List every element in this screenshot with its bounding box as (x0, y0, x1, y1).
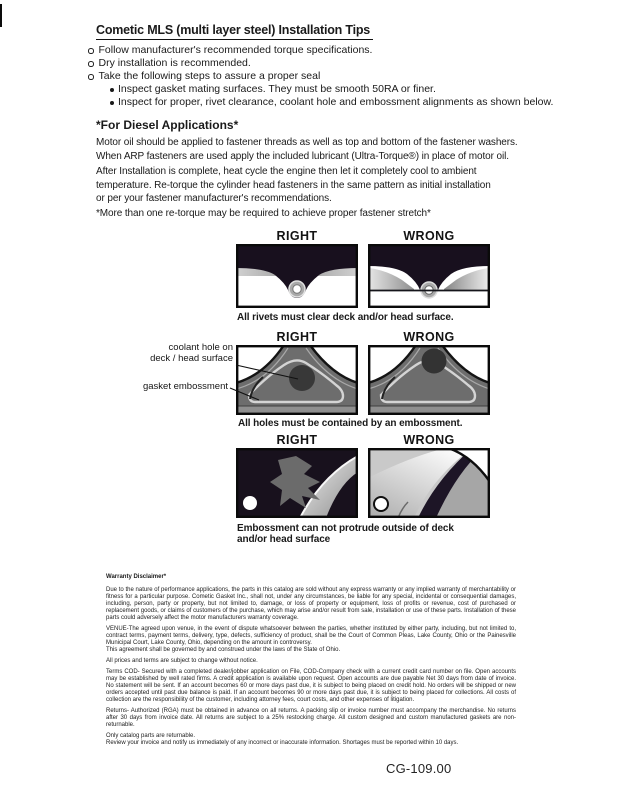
tip-text: Take the following steps to assure a proper seal (98, 70, 321, 82)
diesel-paragraph-2 (96, 165, 491, 206)
paragraph-line: temperature. Re-torque the cylinder head fasteners in the same pattern as initial installation (96, 179, 491, 191)
embossment-wrong-diagram (368, 448, 490, 518)
list-subitem (110, 96, 553, 109)
review-invoice-line: Review your invoice and notify us immediately of any incorrect or inaccurate information. Shortages must be reported within 10 days. (106, 740, 459, 746)
installation-tips-list (88, 44, 553, 109)
list-subitem (110, 83, 553, 96)
callout-line: coolant hole on (168, 342, 233, 353)
right-label: RIGHT (276, 229, 318, 243)
warranty-disclaimer-heading: Warranty Disclaimer* (106, 574, 167, 580)
callout-line: gasket embossment (142, 381, 228, 392)
warranty-paragraph: Due to the nature of performance applications, the parts in this catalog are sold without any express warranty or any implied warranty of merchantability or fitness for a particular purpose. Cometic Gasket Inc., shall not, under any circumstances, be liable for any special, incidental or consequential damages, including, person, party or property, but not limited to, damage, or loss of property or equipment, loss of profits or revenue, cost of purchased or replacement goods, or claims of customers of the purchase, which may arise and/or result from sale, installation or use of these parts. Installation of these parts could adversely affect the motor manufacturers warranty coverage. (106, 587, 516, 621)
governing-law-line: This agreement shall be governed by and construed under the laws of the State of Ohio. (106, 647, 341, 653)
list-item (88, 57, 553, 70)
caption-line: and/or head surface (237, 534, 331, 545)
open-bullet-icon (88, 48, 94, 54)
paragraph-line: *More than one re-torque may be required to achieve proper fastener stretch* (96, 208, 431, 219)
page-code: CG-109.00 (386, 761, 452, 776)
coolant-hole-callout (100, 343, 233, 364)
catalog-returnable-line: Only catalog parts are returnable. (106, 733, 196, 739)
tip-text: Dry installation is recommended. (98, 57, 251, 69)
rivet-clearance-wrong-diagram (368, 244, 490, 308)
paragraph-line: After Installation is complete, heat cycle the engine then let it completely cool to ambient (96, 166, 477, 177)
list-item (88, 70, 553, 83)
scan-edge-mark (0, 4, 2, 27)
embossment-right-diagram (236, 448, 358, 518)
right-label: RIGHT (276, 433, 318, 447)
wrong-label: WRONG (403, 229, 455, 243)
coolant-hole-wrong-diagram (368, 345, 490, 415)
wrong-label: WRONG (403, 330, 455, 344)
tip-text: Follow manufacturer's recommended torque specifications. (98, 44, 373, 56)
caption-line: Embossment can not protrude outside of deck (237, 523, 454, 534)
gasket-embossment-callout (100, 382, 228, 393)
row3-caption (237, 523, 454, 545)
callout-line: deck / head surface (150, 352, 233, 364)
open-bullet-icon (88, 61, 94, 67)
list-item (88, 44, 553, 57)
filled-bullet-icon (110, 101, 114, 105)
open-bullet-icon (88, 74, 94, 80)
tip-text: Inspect gasket mating surfaces. They must be smooth 50RA or finer. (118, 83, 436, 95)
terms-paragraph: Terms COD- Secured with a completed dealer/jobber application on File, COD-Company check with a current credit card number on file. Open accounts may be established by well rated firms. A credit application is available upon request. Open accounts are due payable Net 30 days from date of invoice. No statement will be sent. If an account becomes 60 or more days past due, it is subject to being placed on credit hold. No orders will be shipped or new orders accepted until past due balance is paid. If an account becomes 90 or more days past due, it is subject to being placed for collections. All costs of collection are the responsibility of the customer, including attorney fees, court costs, and other expenses of litigation. (106, 669, 516, 703)
diesel-applications-heading: *For Diesel Applications* (96, 118, 239, 132)
right-label: RIGHT (276, 330, 318, 344)
legal-fine-print (106, 574, 516, 751)
page-title: Cometic MLS (multi layer steel) Installation Tips (96, 23, 373, 40)
row2-caption: All holes must be contained by an embossment. (238, 418, 463, 429)
venue-paragraph: VENUE-The agreed upon venue, in the event of dispute whatsoever between the parties, whether instituted by either party, including, but not limited to, contract terms, payment terms, delivery, type, defects, sufficiency of product, shall be the Court of Common Pleas, Lake County, Ohio or the Painesville Municipal Court, Lake County, Ohio, depending on the amount in controversy. (106, 626, 516, 646)
wrong-label: WRONG (403, 433, 455, 447)
paragraph-line: When ARP fasteners are used apply the included lubricant (Ultra-Torque®) in place of motor oil. (96, 150, 509, 162)
returns-paragraph: Returns- Authorized (RGA) must be obtained in advance on all returns. A packing slip or invoice number must accompany the merchandise. No returns after 30 days from invoice date. All returns are subject to a 25% restocking charge. All custom designed and custom manufactured gaskets are non-returnable. (106, 708, 516, 728)
rivet-clearance-right-diagram (236, 244, 358, 308)
paragraph-line: Motor oil should be applied to fastener threads as well as top and bottom of the fastener washers. (96, 137, 518, 148)
tip-text: Inspect for proper, rivet clearance, coolant hole and embossment alignments as shown below. (118, 96, 554, 108)
diesel-paragraph-1 (96, 136, 518, 163)
coolant-hole-right-diagram (236, 345, 358, 415)
prices-line: All prices and terms are subject to change without notice. (106, 658, 258, 664)
filled-bullet-icon (110, 88, 114, 92)
retorque-note (96, 207, 431, 221)
row1-caption: All rivets must clear deck and/or head surface. (237, 312, 454, 323)
paragraph-line: or per your fastener manufacturer's recommendations. (96, 193, 332, 204)
